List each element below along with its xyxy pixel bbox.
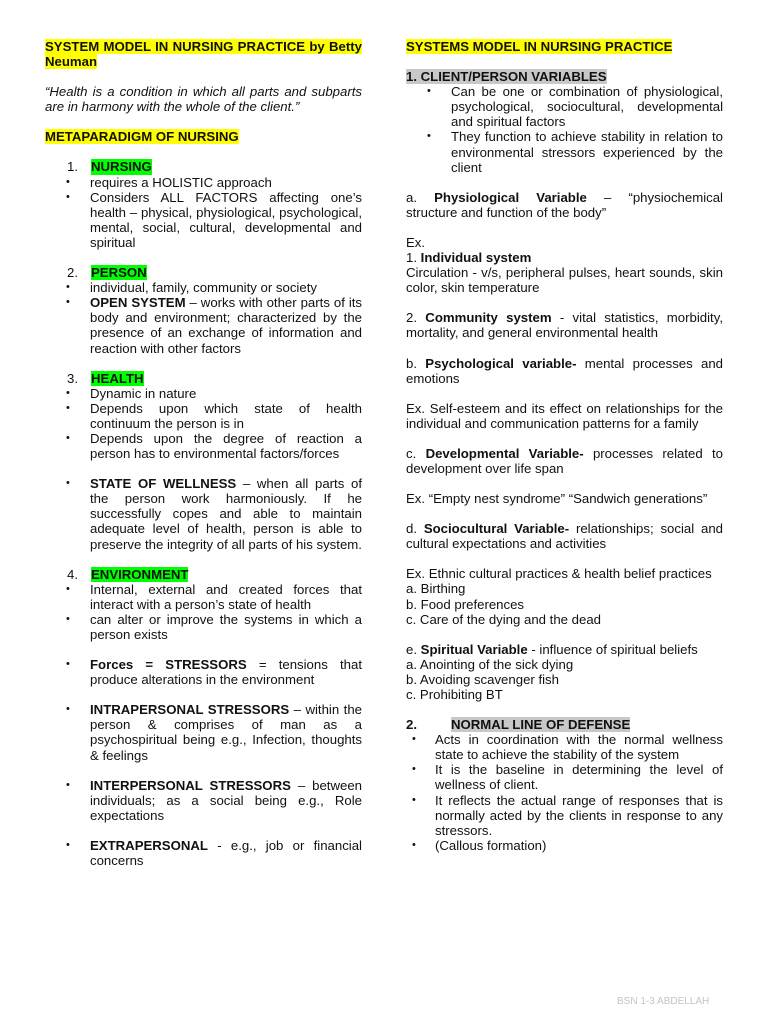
developmental-variable [406, 446, 723, 476]
client-variables-bullet-1: • Can be one or combination of physiological, psychological, sociocultural, developmental and spiritual factors [406, 84, 723, 129]
client-variables-heading-text: 1. CLIENT/PERSON VARIABLES [406, 69, 607, 85]
spiritual-variable [406, 642, 723, 657]
individual-system-text: Circulation - v/s, peripheral pulses, heart sounds, skin color, skin temperature [406, 265, 723, 296]
community-system [406, 310, 723, 340]
extrapersonal-term: EXTRAPERSONAL [90, 837, 208, 853]
health-quote [45, 84, 362, 114]
intrapersonal-term: INTRAPERSONAL STRESSORS [90, 702, 290, 718]
normal-line-heading [406, 717, 723, 732]
right-column [406, 39, 723, 853]
metaparadigm-heading [45, 129, 362, 144]
community-term: Community system [425, 310, 552, 326]
person-label: PERSON [91, 265, 147, 281]
psychological-def: mental processes and emotions [406, 355, 723, 386]
nursing-heading [45, 159, 362, 174]
environment-bullet-1: • Internal, external and created forces that interact with a person’s state of health [45, 582, 362, 612]
extrapersonal-bullet [45, 838, 362, 868]
physiological-prefix: a. [406, 189, 435, 205]
psychological-term: Psychological variable- [425, 355, 577, 371]
community-prefix: 2. [406, 310, 426, 326]
interpersonal-bullet [45, 778, 362, 823]
forces-term: Forces = STRESSORS [90, 657, 247, 673]
individual-term: Individual system [420, 250, 532, 266]
nursing-num: 1. [67, 159, 78, 175]
health-bullet-2: • Depends upon which state of health continuum the person is in [45, 401, 362, 431]
sociocultural-def: relationships; social and cultural expectations and activities [406, 521, 723, 552]
developmental-prefix: c. [406, 445, 426, 461]
normal-line-num: 2. [406, 717, 417, 733]
person-num: 2. [67, 265, 78, 281]
developmental-term: Developmental Variable- [425, 445, 584, 461]
wellness-def: – when all parts of the person work harmoniously. If he successfully copes and able to maintain adequate level of health, person is able to preserve the integrity of all parts of his system. [90, 476, 362, 552]
spiritual-item-3: c. Prohibiting BT [406, 687, 503, 702]
health-num: 3. [67, 370, 78, 386]
example-label: Ex. [406, 234, 426, 250]
environment-bullet-2: • can alter or improve the systems in which a person exists [45, 612, 362, 642]
intrapersonal-def: – within the person & comprises of man as a psychospiritual being e.g., Infection, thoughts & feelings [90, 702, 363, 763]
environment-heading [45, 567, 362, 582]
sociocultural-variable [406, 521, 723, 551]
spiritual-prefix: e. [406, 641, 421, 657]
individual-system [406, 250, 723, 265]
spiritual-item-1: a. Anointing of the sick dying [406, 656, 574, 672]
psychological-example: Ex. Self-esteem and its effect on relationships for the individual and communication patterns for a family [406, 400, 723, 431]
person-bullet-2 [45, 295, 362, 355]
health-bullet-3: • Depends upon the degree of reaction a person has to environmental factors/forces [45, 431, 362, 461]
sociocultural-item-2: b. Food preferences [406, 596, 525, 612]
spiritual-term: Spiritual Variable [420, 641, 528, 657]
individual-prefix: 1. [406, 250, 421, 266]
left-column [45, 39, 362, 868]
normal-line-bullet-1: • Acts in coordination with the normal wellness state to achieve the stability of the system [406, 732, 723, 762]
client-variables-heading [406, 69, 723, 84]
doc-title-text: SYSTEM MODEL IN NURSING PRACTICE by Betty Neuman [45, 39, 362, 70]
developmental-def: processes related to development over life span [406, 445, 723, 476]
normal-line-bullet-3: • It reflects the actual range of responses that is normally acted by the clients in response to any stressors. [406, 793, 723, 838]
nursing-bullet-1: • requires a HOLISTIC approach [45, 175, 362, 190]
client-variables-bullet-2: • They function to achieve stability in relation to environmental stressors experienced by the client [406, 129, 723, 174]
nursing-bullet-2: • Considers ALL FACTORS affecting one’s health – physical, physiological, psychological, mental, social, cultural, developmental and spiritual [45, 190, 362, 250]
physiological-term: Physiological Variable [434, 189, 587, 205]
sociocultural-item-1: a. Birthing [406, 581, 466, 597]
normal-line-bullet-4: • (Callous formation) [406, 838, 723, 853]
metaparadigm-heading-text: METAPARADIGM OF NURSING [45, 129, 239, 145]
spiritual-def: - influence of spiritual beliefs [527, 641, 698, 657]
interpersonal-def: – between individuals; as a social being e.g., Role expectations [90, 777, 362, 823]
sociocultural-item-3: c. Care of the dying and the dead [406, 611, 602, 627]
doc-title [45, 39, 362, 69]
physiological-variable [406, 190, 723, 220]
sociocultural-term: Sociocultural Variable- [423, 521, 570, 537]
nursing-label: NURSING [91, 159, 152, 175]
normal-line-label: NORMAL LINE OF DEFENSE [451, 717, 631, 733]
normal-line-bullet-2: • It is the baseline in determining the level of wellness of client. [406, 762, 723, 792]
person-bullet-1: • individual, family, community or society [45, 280, 362, 295]
wellness-term: STATE OF WELLNESS [90, 476, 237, 492]
person-heading [45, 265, 362, 280]
health-bullet-1: • Dynamic in nature [45, 386, 362, 401]
psychological-variable [406, 356, 723, 386]
developmental-example: Ex. “Empty nest syndrome” “Sandwich generations” [406, 491, 708, 507]
spiritual-item-2: b. Avoiding scavenger fish [406, 671, 559, 687]
intrapersonal-bullet [45, 702, 362, 762]
wellness-bullet [45, 476, 362, 551]
environment-label: ENVIRONMENT [91, 566, 189, 582]
sociocultural-example: Ex. Ethnic cultural practices & health belief practices [406, 566, 712, 582]
sociocultural-prefix: d. [406, 521, 424, 537]
community-def: - vital statistics, morbidity, mortality, and general environmental health [406, 310, 723, 341]
systems-model-title-text: SYSTEMS MODEL IN NURSING PRACTICE [406, 39, 673, 54]
open-system-term: OPEN SYSTEM [90, 295, 186, 311]
interpersonal-term: INTERPERSONAL STRESSORS [90, 777, 291, 793]
page-footer: BSN 1-3 ABDELLAH [617, 996, 710, 1007]
health-quote-text: “Health is a condition in which all parts and subparts are in harmony with the whole of the client.” [45, 84, 362, 115]
systems-model-title [406, 39, 723, 54]
psychological-prefix: b. [406, 355, 426, 371]
open-system-def: – works with other parts of its body and environment; characterized by the presence of an exchange of information and reaction with other factors [90, 295, 363, 356]
forces-def: = tensions that produce alterations in the environment [90, 657, 362, 688]
health-heading [45, 371, 362, 386]
physiological-def: – “physiochemical structure and function of the body” [406, 189, 723, 220]
forces-bullet [45, 657, 362, 687]
extrapersonal-def: - e.g., job or financial concerns [90, 837, 362, 869]
environment-num: 4. [67, 566, 78, 582]
health-label: HEALTH [91, 370, 144, 386]
